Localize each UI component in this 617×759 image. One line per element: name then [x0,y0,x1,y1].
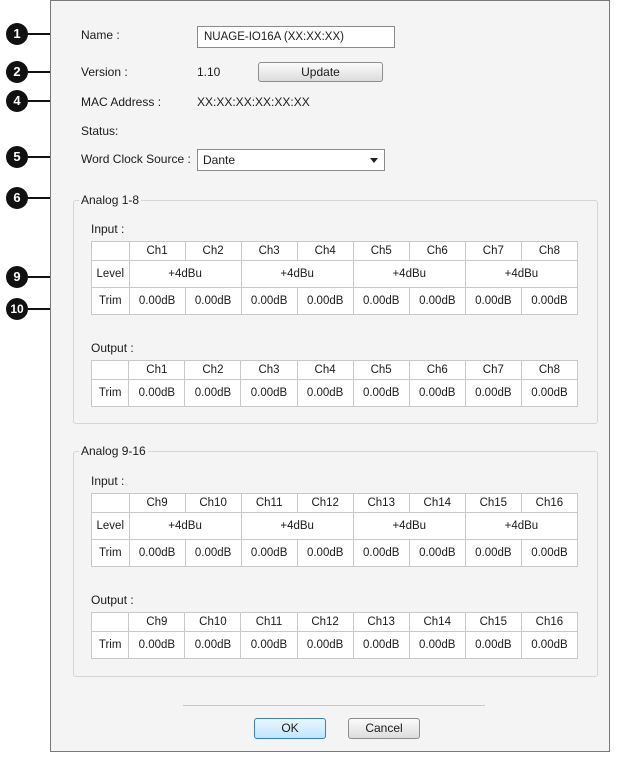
level-cell[interactable]: +4dBu [353,261,465,288]
trim-cell[interactable]: 0.00dB [409,540,465,567]
channel-header: Ch7 [465,242,521,261]
trim-cell[interactable]: 0.00dB [297,632,353,659]
channel-header: Ch8 [521,242,577,261]
channel-header: Ch14 [409,613,465,632]
channel-header: Ch16 [521,613,577,632]
trim-cell[interactable]: 0.00dB [297,288,353,315]
device-dialog [50,0,610,752]
version-label: Version : [81,65,128,79]
trim-row-label: Trim [92,632,129,659]
trim-cell[interactable]: 0.00dB [353,288,409,315]
trim-cell[interactable]: 0.00dB [297,380,353,407]
trim-row-label: Trim [92,380,129,407]
channel-header: Ch10 [185,494,241,513]
channel-header: Ch3 [241,361,297,380]
trim-cell[interactable]: 0.00dB [241,288,297,315]
channel-header: Ch5 [353,361,409,380]
channel-header: Ch2 [185,242,241,261]
trim-cell[interactable]: 0.00dB [521,288,577,315]
level-cell[interactable]: +4dBu [241,261,353,288]
analog-9-16-title: Analog 9-16 [81,444,146,458]
level-cell[interactable]: +4dBu [129,261,241,288]
trim-cell[interactable]: 0.00dB [129,540,185,567]
header-cell [92,361,129,380]
mac-value: XX:XX:XX:XX:XX:XX [197,95,310,109]
status-label: Status: [81,124,119,138]
callout-4: 4 [6,90,28,112]
trim-cell[interactable]: 0.00dB [465,380,521,407]
trim-cell[interactable]: 0.00dB [353,380,409,407]
wordclock-selected: Dante [203,153,236,167]
analog-1-8-input-label: Input : [91,222,125,236]
channel-header: Ch12 [297,494,353,513]
callout-9: 9 [6,266,28,288]
level-cell[interactable]: +4dBu [129,513,241,540]
channel-header: Ch6 [409,242,465,261]
name-field[interactable]: NUAGE-IO16A (XX:XX:XX) [197,26,395,48]
analog-1-8-output-label: Output : [91,341,134,355]
version-value: 1.10 [197,65,221,79]
channel-header: Ch7 [465,361,521,380]
trim-cell[interactable]: 0.00dB [185,380,241,407]
analog-1-8-title: Analog 1-8 [81,193,140,207]
level-row-label: Level [92,513,130,540]
channel-header: Ch14 [409,494,465,513]
trim-cell[interactable]: 0.00dB [129,288,185,315]
trim-cell[interactable]: 0.00dB [409,288,465,315]
trim-cell[interactable]: 0.00dB [521,380,577,407]
callout-2: 2 [6,61,28,83]
update-button[interactable]: Update [258,62,383,82]
channel-header: Ch1 [129,361,185,380]
trim-cell[interactable]: 0.00dB [129,380,185,407]
analog-9-16-output-table [91,612,578,659]
trim-cell[interactable]: 0.00dB [241,632,297,659]
channel-header: Ch15 [465,494,521,513]
analog-1-8-input-table [91,241,578,315]
channel-header: Ch6 [409,361,465,380]
channel-header: Ch9 [129,613,185,632]
channel-header: Ch11 [241,613,297,632]
channel-header: Ch12 [297,613,353,632]
trim-cell[interactable]: 0.00dB [185,632,241,659]
analog-9-16-output-label: Output : [91,593,134,607]
channel-header: Ch3 [241,242,297,261]
callout-10: 10 [6,298,28,320]
callout-5: 5 [6,146,28,168]
channel-header: Ch8 [521,361,577,380]
trim-cell[interactable]: 0.00dB [465,288,521,315]
channel-header: Ch2 [185,361,241,380]
channel-header: Ch4 [297,361,353,380]
callout-6: 6 [6,187,28,209]
trim-row-label: Trim [92,288,130,315]
callout-1: 1 [6,23,28,45]
header-cell [92,613,129,632]
ok-button[interactable]: OK [254,718,326,739]
level-cell[interactable]: +4dBu [465,513,577,540]
analog-9-16-input-label: Input : [91,474,125,488]
trim-cell[interactable]: 0.00dB [297,540,353,567]
name-label: Name : [81,28,120,42]
cancel-button[interactable]: Cancel [348,718,420,739]
mac-label: MAC Address : [81,95,162,109]
trim-cell[interactable]: 0.00dB [185,288,241,315]
trim-cell[interactable]: 0.00dB [353,540,409,567]
trim-cell[interactable]: 0.00dB [353,632,409,659]
level-cell[interactable]: +4dBu [241,513,353,540]
channel-header: Ch10 [185,613,241,632]
channel-header: Ch1 [129,242,185,261]
header-cell [92,494,130,513]
trim-cell[interactable]: 0.00dB [521,540,577,567]
wordclock-select[interactable] [197,149,385,171]
trim-cell[interactable]: 0.00dB [465,540,521,567]
channel-header: Ch4 [297,242,353,261]
chevron-down-icon[interactable] [370,158,378,163]
channel-header: Ch16 [521,494,577,513]
level-row-label: Level [92,261,130,288]
trim-cell[interactable]: 0.00dB [465,632,521,659]
level-cell[interactable]: +4dBu [353,513,465,540]
channel-header: Ch9 [129,494,185,513]
trim-cell[interactable]: 0.00dB [185,540,241,567]
channel-header: Ch15 [465,613,521,632]
trim-cell[interactable]: 0.00dB [409,632,465,659]
channel-header: Ch13 [353,613,409,632]
header-cell [92,242,130,261]
analog-9-16-input-table [91,493,578,567]
wordclock-label: Word Clock Source : [81,152,191,166]
trim-cell[interactable]: 0.00dB [241,540,297,567]
channel-header: Ch5 [353,242,409,261]
trim-cell[interactable]: 0.00dB [521,632,577,659]
trim-row-label: Trim [92,540,130,567]
button-separator [183,705,485,706]
channel-header: Ch11 [241,494,297,513]
trim-cell[interactable]: 0.00dB [129,632,185,659]
trim-cell[interactable]: 0.00dB [409,380,465,407]
channel-header: Ch13 [353,494,409,513]
analog-1-8-output-table [91,360,578,407]
trim-cell[interactable]: 0.00dB [241,380,297,407]
level-cell[interactable]: +4dBu [465,261,577,288]
